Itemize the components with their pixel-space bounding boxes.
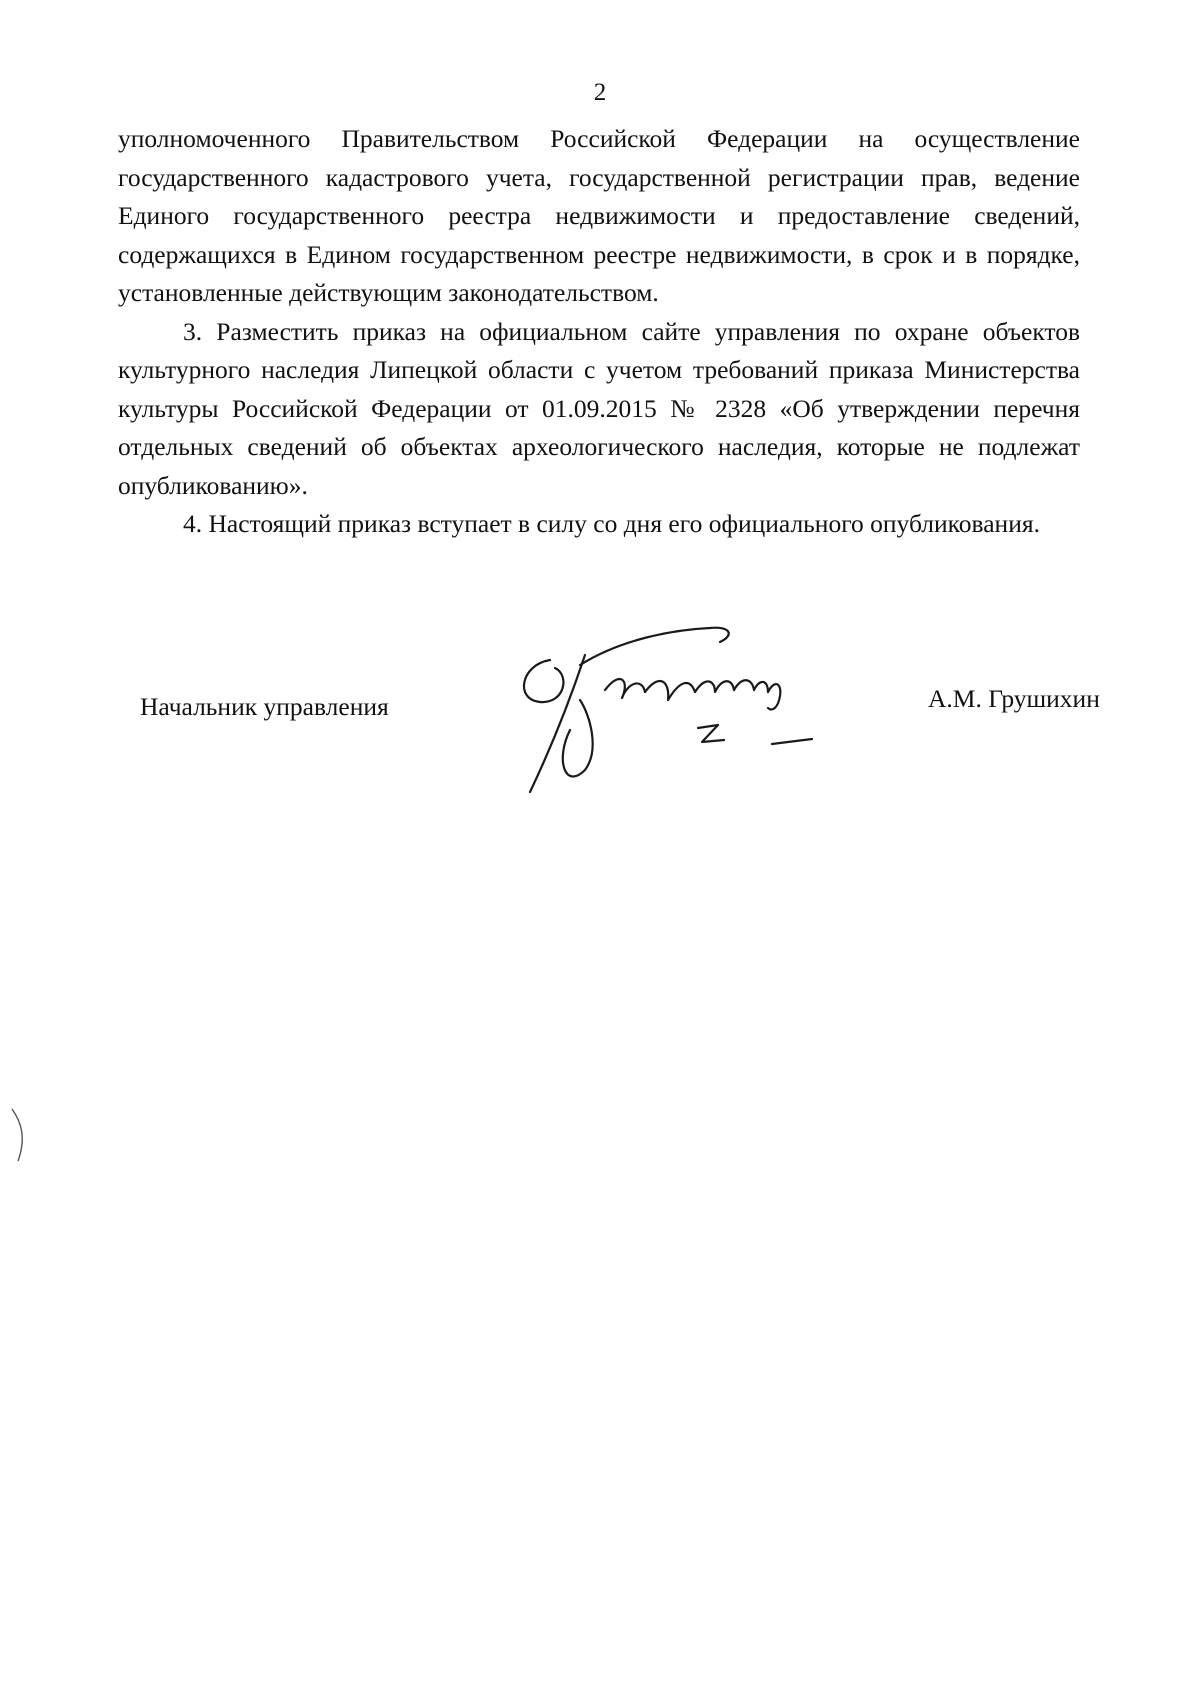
signature-block <box>0 600 1200 820</box>
page-number: 2 <box>593 79 607 106</box>
body-text <box>118 120 1080 544</box>
paragraph-item-3: 3. Разместить приказ на официальном сайте управления по охране объектов культурного наследия Липецкой области с учетом требований приказа Министерства культуры Российской Федерации от 01.09.2015 № 2328 «Об утверждении перечня отдельных сведений об объектах археологического наследия, которые не подлежат опубликованию». <box>118 316 1080 500</box>
paragraph-continuation: уполномоченного Правительством Российской Федерации на осуществление государственного кадастрового учета, государственной регистрации прав, ведение Единого государственного реестра недвижимости и предоставление сведений, содержащихся в Едином государственном реестре недвижимости, в срок и в порядке, установленные действующим законодательством. <box>118 124 1080 307</box>
signer-name: А.М. Грушихин <box>928 684 1100 713</box>
scan-artifact-icon <box>8 1105 32 1165</box>
paragraph-item-4: 4. Настоящий приказ вступает в силу со дня его официального опубликования. <box>183 509 1040 538</box>
signer-title: Начальник управления <box>140 692 389 721</box>
handwritten-signature-icon <box>510 620 890 820</box>
